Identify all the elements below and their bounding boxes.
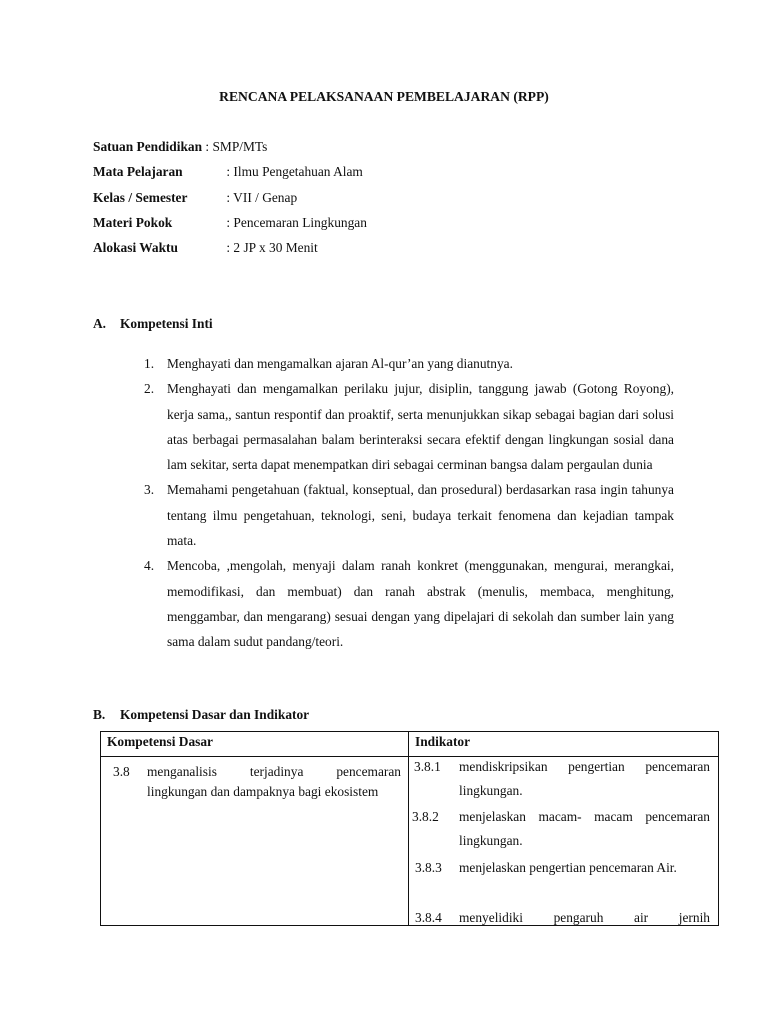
identity-row-satuan: [93, 138, 367, 163]
section-title: Kompetensi Dasar dan Indikator: [120, 707, 310, 722]
indicator-text: mendiskripsikan pengertian pencemaran lingkungan.: [459, 759, 710, 798]
section-title: Kompetensi Inti: [120, 316, 213, 331]
document-title: RENCANA PELAKSANAAN PEMBELAJARAN (RPP): [219, 89, 549, 104]
identity-row-materi: [93, 214, 367, 239]
table-row: [101, 757, 719, 926]
identity-value: : Pencemaran Lingkungan: [226, 214, 367, 230]
identity-row-kelas: [93, 189, 367, 214]
section-a-heading: [93, 315, 213, 332]
identity-label: Materi Pokok: [93, 214, 173, 230]
identity-value: : VII / Genap: [226, 189, 298, 205]
list-text: Memahami pengetahuan (faktual, konseptual, dan prosedural) berdasarkan rasa ingin tahunya tentang ilmu pengetahuan, teknologi, seni, budaya terkait fenomena dan kejadian tampak mata.: [167, 482, 674, 549]
identity-value: : Ilmu Pengetahuan Alam: [226, 164, 363, 180]
list-number: 1.: [144, 356, 155, 371]
indicator-number: 3.8.3: [415, 860, 442, 875]
column-header-indikator: Indikator: [409, 732, 719, 757]
list-item: [144, 553, 674, 654]
identity-label: Mata Pelajaran: [93, 164, 183, 180]
column-header-kompetensi-dasar: Kompetensi Dasar: [101, 732, 409, 757]
table-header-row: [101, 732, 719, 757]
identity-label: Alokasi Waktu: [93, 240, 178, 256]
section-b-heading: [93, 706, 309, 723]
indicator-text: menyelidiki pengaruh air jernih: [459, 910, 710, 925]
identity-label: Satuan Pendidikan: [93, 139, 203, 154]
list-text: Mencoba, ,mengolah, menyaji dalam ranah konkret (menggunakan, mengurai, merangkai, memodifikasi, dan membuat) dan ranah abstrak (menulis, membaca, menghitung, menggambar, dan mengarang) sesuai dengan yang dipelajari di sekolah dan sumber lain yang sama dalam sudut pandang/teori.: [167, 558, 674, 650]
indicator-number: 3.8.2: [412, 809, 439, 824]
indikator-cell: [409, 757, 719, 926]
list-number: 3.: [144, 482, 155, 498]
list-item: [144, 376, 674, 477]
list-number: 2.: [144, 381, 155, 397]
identity-row-mapel: [93, 163, 367, 188]
kompetensi-dasar-table: [100, 731, 719, 926]
identity-label: Kelas / Semester: [93, 189, 188, 205]
kd-number: 3.8: [113, 764, 130, 779]
kd-text: menganalisis terjadinya pencemaran lingkungan dan dampaknya bagi ekosistem: [147, 764, 401, 799]
indicator-number: 3.8.1: [414, 759, 441, 774]
list-text: Menghayati dan mengamalkan perilaku jujur, disiplin, tanggung jawab (Gotong Royong), kerja sama,, santun respontif dan proaktif, serta menunjukkan sikap sebagai bagian dari solusi atas berbagai permasalahan balam berinteraksi secara efektif dengan lingkungan sosial dana lam sekitar, serta dapat menempatkan diri sebagai cerminan bangsa dalam pergaulan dunia: [167, 381, 674, 473]
identity-value: : SMP/MTs: [205, 139, 268, 154]
indicator-text: menjelaskan pengertian pencemaran Air.: [459, 860, 677, 875]
indicator-text: menjelaskan macam- macam pencemaran lingkungan.: [459, 809, 710, 848]
identity-value: : 2 JP x 30 Menit: [226, 240, 318, 256]
kompetensi-inti-list: [144, 351, 674, 655]
list-item: [144, 477, 674, 553]
list-item: [144, 351, 674, 376]
section-letter: A.: [93, 316, 107, 331]
list-number: 4.: [144, 558, 155, 574]
identity-block: [93, 138, 367, 264]
identity-row-alokasi: [93, 239, 367, 264]
section-letter: B.: [93, 707, 106, 722]
indicator-number: 3.8.4: [415, 910, 442, 925]
kd-cell: [101, 757, 409, 926]
list-text: Menghayati dan mengamalkan ajaran Al-qur’an yang dianutnya.: [167, 356, 513, 371]
